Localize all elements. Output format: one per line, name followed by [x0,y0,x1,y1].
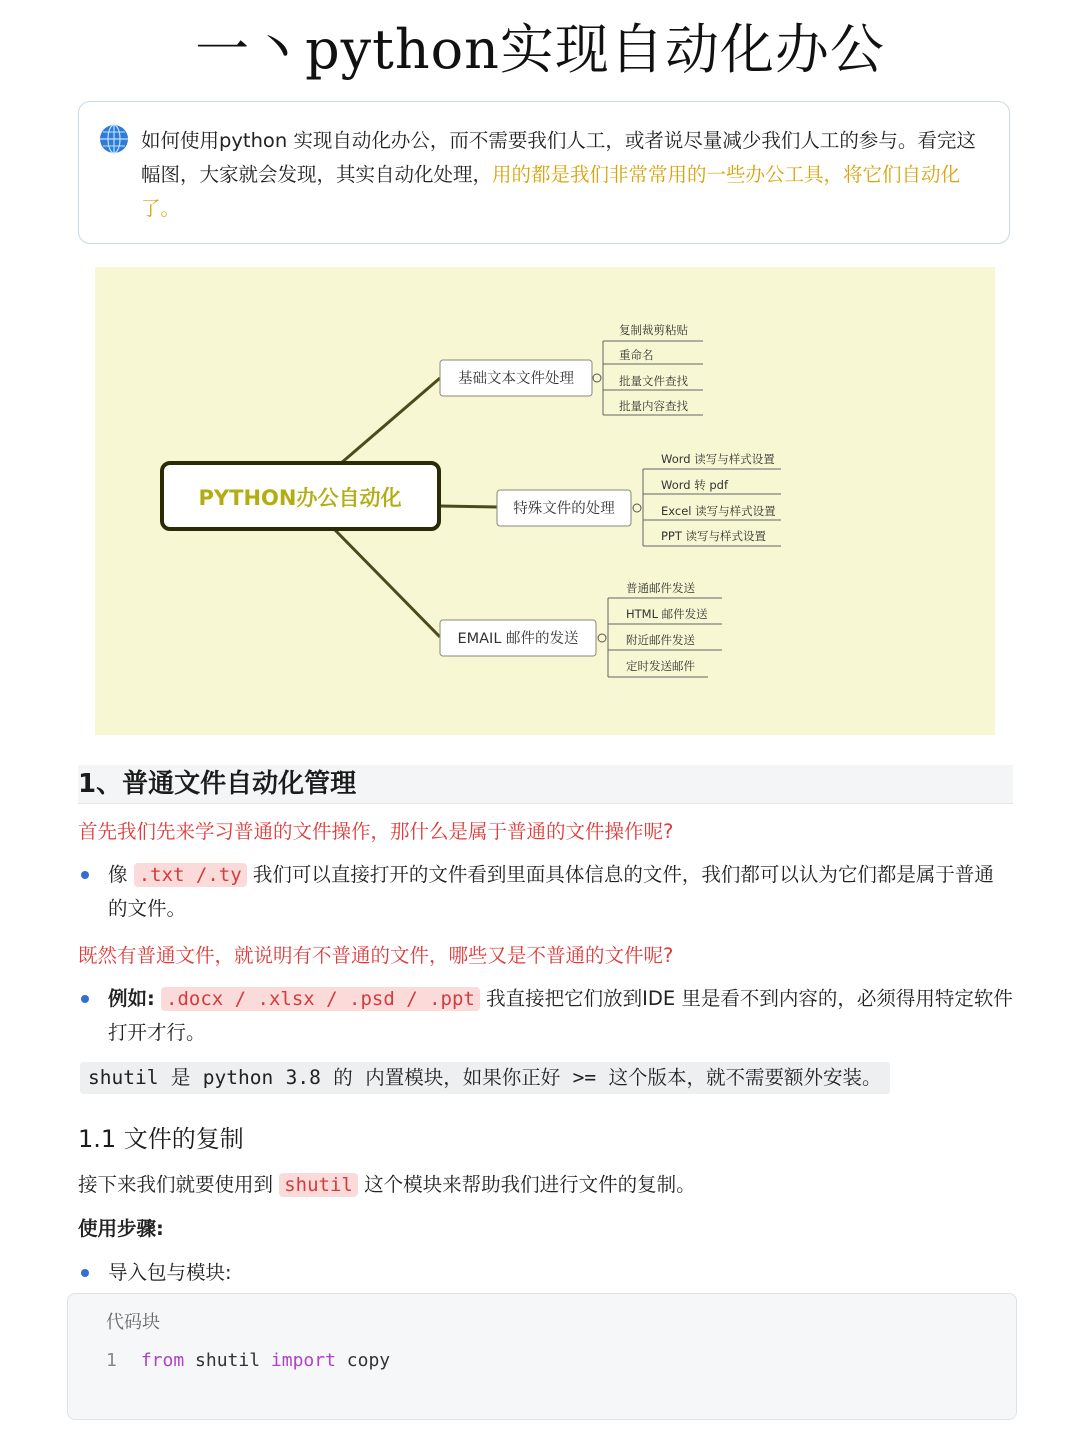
code-line-1[interactable] [106,1350,390,1371]
callout-text-highlight: 用的都是我们非常常用的一些办公工具，将它们自动化了。 [141,163,961,220]
mindmap-leaf-3-1: 普通邮件发送 [626,581,695,595]
bullet-2-bold: 例如: [108,987,155,1010]
section-heading-1 [78,765,1013,804]
mindmap-branch-1-label: 基础文本文件处理 [458,371,574,387]
bullet-import-text: 导入包与模块: [108,1261,232,1284]
callout-text-normal: 如何使用python 实现自动化办公，而不需要我们人工，或者说尽量减少我们人工的参与。看完这幅图，大家就会发现，其实自动化处理， [141,129,976,186]
note-of: 的 [333,1066,353,1089]
mindmap-root-label: PYTHON办公自动化 [198,486,402,510]
code-block[interactable] [67,1293,1017,1420]
bullet-1-text: 我们可以直接打开的文件看到里面具体信息的文件，我们都可以认为它们都是属于普通的文件。 [108,863,994,920]
copy-intro [78,1168,696,1202]
question-2: 既然有普通文件，就说明有不普通的文件，哪些又是不普通的文件呢? [78,944,674,967]
mindmap-leaf-3-3: 附近邮件发送 [626,633,695,647]
section-heading-1-text: 1、普通文件自动化管理 [78,769,357,799]
shutil-note [80,1062,890,1094]
note-version: 3.8 [285,1066,321,1089]
note-python: python [202,1066,274,1089]
mindmap-connector-1 [340,378,440,464]
page-title: 一丶python实现自动化办公 [195,18,885,81]
mindmap-branch-2-label: 特殊文件的处理 [513,501,615,517]
code-block-label: 代码块 [106,1312,160,1333]
section-heading-1-1: 1.1 文件的复制 [78,1125,244,1153]
bullet-dot [81,995,89,1003]
copy-intro-suffix: 这个模块来帮助我们进行文件的复制。 [364,1173,696,1196]
mindmap-leaf-2-3: Excel 读写与样式设置 [661,504,776,518]
copy-intro-prefix: 接下来我们就要使用到 [78,1173,274,1196]
keyword-import: import [270,1350,336,1371]
note-builtin: 内置模块，如果你正好 [365,1066,561,1089]
globe-icon [99,124,129,154]
steps-label: 使用步骤: [78,1217,164,1240]
keyword-from: from [140,1350,185,1371]
bullet-special-files [78,982,1013,1050]
note-shutil: shutil [88,1066,159,1089]
bullet-dot [81,1269,89,1277]
mindmap-leaf-3-4: 定时发送邮件 [626,659,695,673]
mindmap-leaf-1-3: 批量文件查找 [619,374,688,388]
mindmap-branch-3-label: EMAIL 邮件的发送 [457,631,579,647]
bullet-normal-files [78,858,1013,926]
mindmap-leaf-1-2: 重命名 [619,348,654,362]
note-is: 是 [170,1066,191,1089]
note-tail: 这个版本，就不需要额外安装。 [608,1066,882,1089]
bullet-2-text: 我直接把它们放到IDE 里是看不到内容的，必须得用特定软件打开才行。 [108,987,1013,1044]
imported-name: copy [346,1350,391,1371]
mindmap-leaf-3-2: HTML 邮件发送 [626,607,708,621]
mindmap-leaf-2-2: Word 转 pdf [661,478,729,492]
mindmap-leaf-2-1: Word 读写与样式设置 [661,452,775,466]
line-number: 1 [106,1350,117,1371]
callout-text [141,124,991,226]
mindmap-leaf-1-4: 批量内容查找 [619,399,688,413]
inline-code-shutil: shutil [279,1173,358,1197]
bullet-1-prefix: 像 [108,863,128,886]
mindmap [95,267,995,735]
inline-code-txt: .txt /.ty [134,863,247,887]
mindmap-leaf-1-1: 复制裁剪粘贴 [619,323,688,337]
note-gte: >= [572,1066,597,1089]
inline-code-docx: .docx / .xlsx / .psd / .ppt [161,987,480,1011]
mindmap-connector-3 [335,530,440,637]
question-1: 首先我们先来学习普通的文件操作，那什么是属于普通的文件操作呢? [78,820,674,843]
bullet-dot [81,871,89,879]
module-name: shutil [195,1350,261,1371]
mindmap-leaf-2-4: PPT 读写与样式设置 [661,529,767,543]
mindmap-connector-2 [440,506,497,507]
info-callout [78,101,1010,244]
bullet-import [78,1256,1013,1290]
